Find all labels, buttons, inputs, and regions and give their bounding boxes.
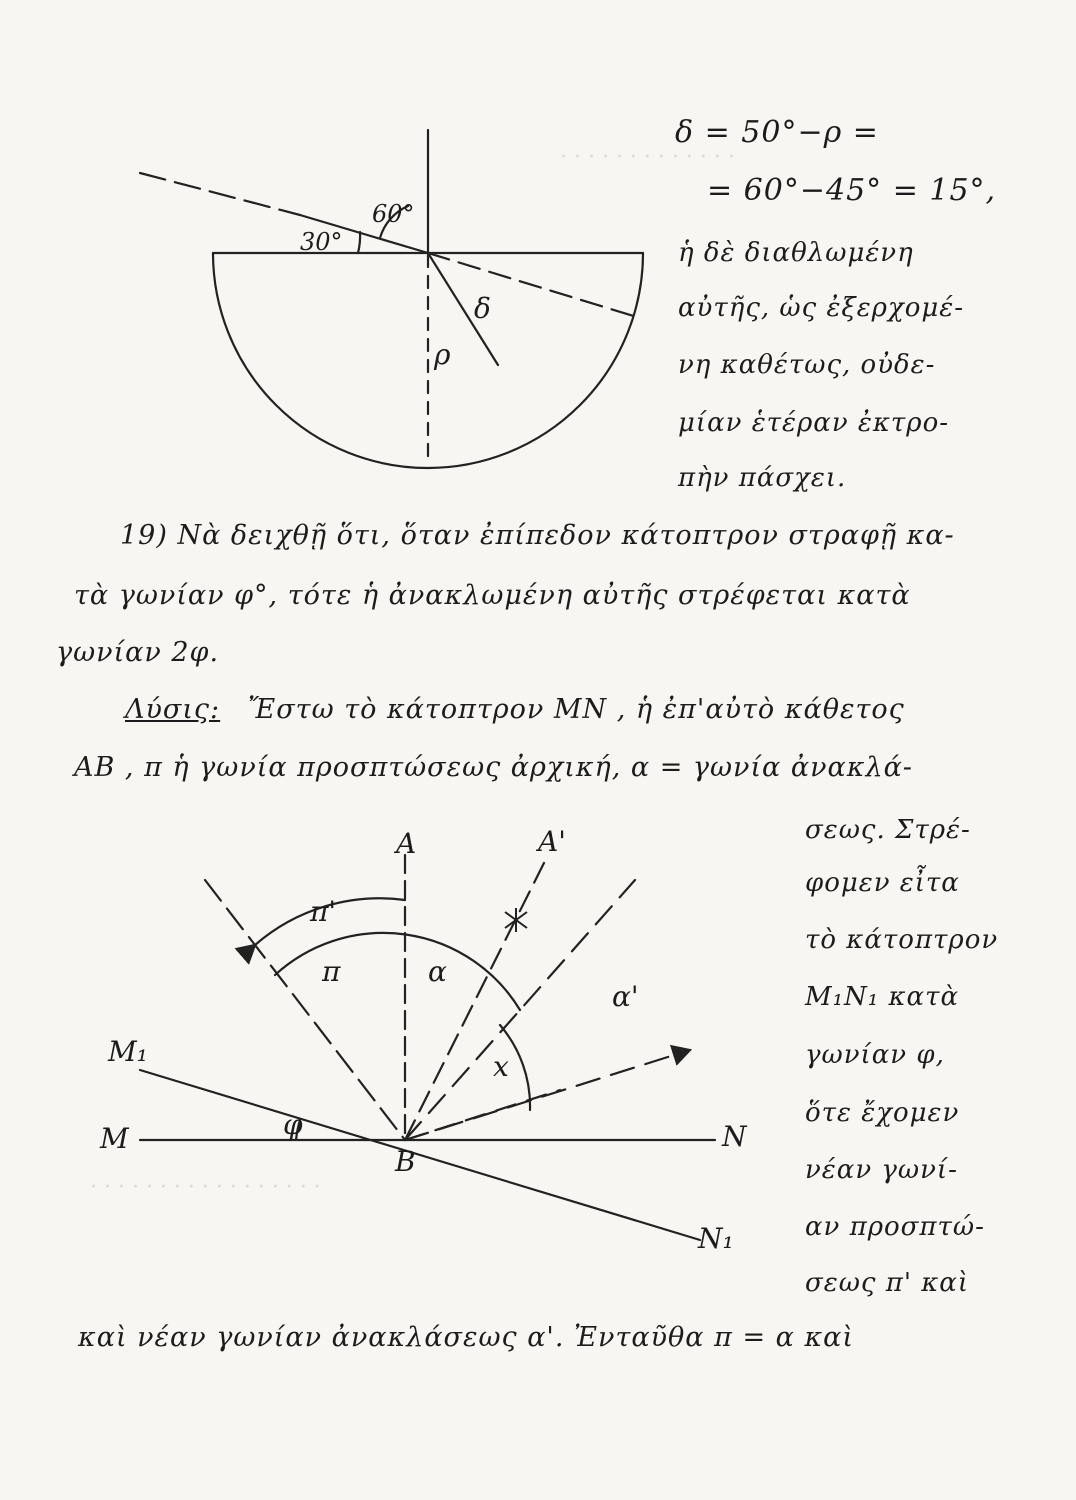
side-text-line: φομεν εἶτα (805, 868, 960, 898)
point-a-label: A (396, 827, 417, 860)
text-line: ἡ δὲ διαθλωμένη (678, 238, 914, 268)
problem-19-line-2: τὰ γωνίαν φ°, τότε ἡ ἀνακλωμένη αὐτῆς στρέφεται κατὰ (74, 580, 911, 611)
problem-19-line-3: γωνίαν 2φ. (56, 637, 220, 668)
rho-label: ρ (434, 338, 451, 371)
text-line: νη καθέτως, οὐδε- (678, 350, 936, 380)
side-text-line: σεως. Στρέ- (805, 815, 971, 845)
side-text-line: M₁N₁ κατὰ (805, 982, 960, 1012)
side-text-line: αν προσπτώ- (805, 1212, 985, 1242)
angle-30-label: 30° (300, 228, 343, 256)
side-text-line: ὅτε ἔχομεν (805, 1098, 960, 1128)
intersection-star-mark (505, 908, 527, 932)
angle-pi-alpha-arc (275, 933, 520, 1010)
point-m1-label: M₁ (108, 1035, 148, 1068)
mirror-m1n1-line (140, 1070, 700, 1240)
angle-phi-label: φ (283, 1108, 303, 1141)
formula-delta-line-1: δ = 50°−ρ = (675, 115, 879, 150)
solution-line-2: AB , π ἡ γωνία προσπτώσεως ἀρχική, α = γωνία ἀνακλά- (74, 752, 913, 783)
text-line: αὐτῆς, ὡς ἐξερχομέ- (678, 293, 964, 323)
point-b-label: B (395, 1145, 416, 1178)
solution-line-1: Ἔστω τὸ κάτοπτρον MN , ἡ ἐπ'αὐτὸ κάθετος (248, 694, 905, 725)
angle-pi-label: π (322, 955, 341, 988)
side-text-line: σεως π' καὶ (805, 1268, 970, 1298)
side-text-line: τὸ κάτοπτρον (805, 925, 999, 955)
problem-19-line-1: 19) Νὰ δειχθῇ ὅτι, ὅταν ἐπίπεδον κάτοπτρον στραφῇ κα- (120, 520, 955, 551)
bleed-through-text: · · · · · · · · · · · · · · · · · · · · · · · · · · · · · · (90, 145, 735, 1200)
point-m-label: M (100, 1122, 129, 1155)
angle-60-label: 60° (372, 200, 415, 228)
text-line: πὴν πάσχει. (678, 463, 847, 493)
delta-label: δ (474, 292, 491, 325)
solution-last-line: καὶ νέαν γωνίαν ἀνακλάσεως α'. Ἐνταῦθα π = α καὶ (78, 1322, 854, 1353)
solution-heading: Λύσις: (125, 694, 221, 725)
side-text-line: γωνίαν φ, (805, 1040, 945, 1070)
angle-alpha-label: α (428, 955, 447, 988)
formula-delta-line-2: = 60°−45° = 15°, (707, 173, 997, 208)
incident-ray (205, 880, 405, 1140)
side-text-line: νέαν γωνί- (805, 1155, 958, 1185)
angle-alpha-prime-label: α' (612, 980, 639, 1013)
angle-pi-prime-label: π' (310, 895, 337, 928)
text-line: μίαν ἑτέραν ἐκτρο- (678, 408, 950, 438)
point-a-prime-label: A' (538, 825, 566, 858)
point-n1-label: N₁ (698, 1222, 734, 1255)
normal-ba-prime-line (405, 855, 548, 1140)
point-n-label: N (722, 1120, 747, 1153)
angle-x-label: x (493, 1050, 509, 1083)
